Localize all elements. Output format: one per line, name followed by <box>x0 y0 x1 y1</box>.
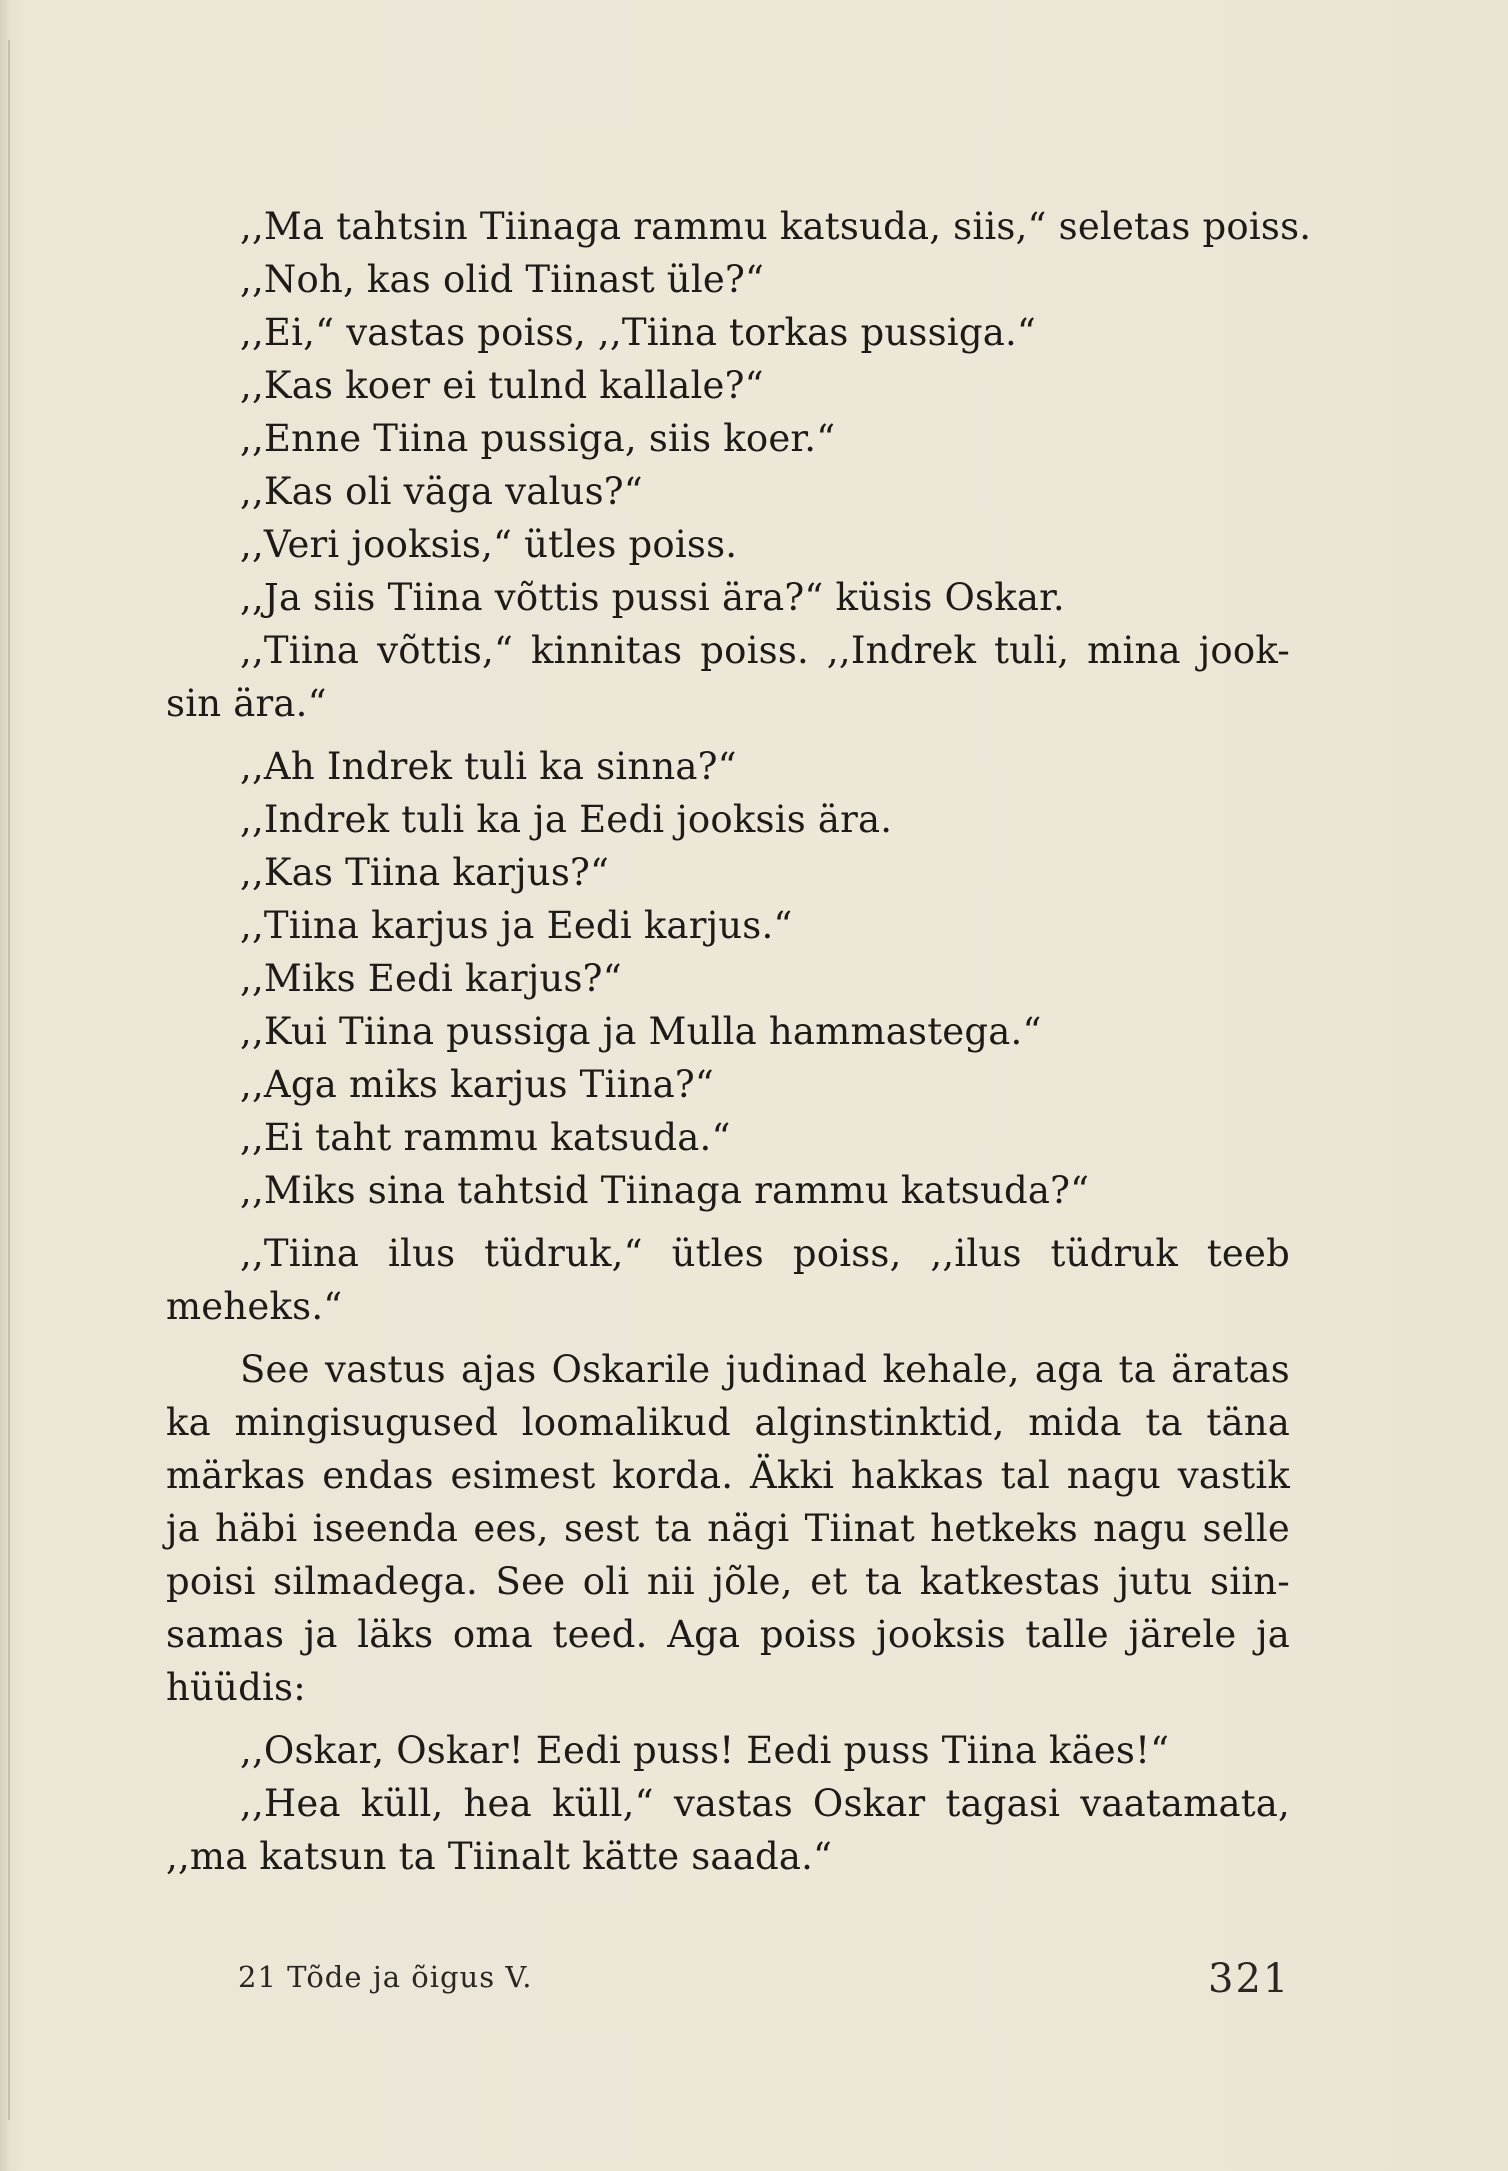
text-line: ,,Noh, kas olid Tiinast üle?“ <box>240 258 765 301</box>
text-line: hüüdis: <box>166 1666 306 1709</box>
text-line: sin ära.“ <box>166 682 327 725</box>
text-line: ,,Ah Indrek tuli ka sinna?“ <box>240 745 737 788</box>
text-line: ,,Ma tahtsin Tiinaga rammu katsuda, siis,“ seletas poiss. <box>240 205 1312 248</box>
text-line: See vastus ajas Oskarile judinad kehale, aga ta äratas <box>240 1348 1290 1391</box>
text-line: ,,Ja siis Tiina võttis pussi ära?“ küsis Oskar. <box>240 576 1065 619</box>
text-line: märkas endas esimest korda. Äkki hakkas tal nagu vastik <box>166 1454 1290 1497</box>
text-line: ,,Ei,“ vastas poiss, ,,Tiina torkas pussiga.“ <box>240 311 1037 354</box>
text-line: ,,Miks sina tahtsid Tiinaga rammu katsuda?“ <box>240 1169 1090 1212</box>
text-line: meheks.“ <box>166 1285 343 1328</box>
text-line: ,,Aga miks karjus Tiina?“ <box>240 1063 715 1106</box>
text-line: ,,Kas koer ei tulnd kallale?“ <box>240 364 764 407</box>
text-line: ,,Kui Tiina pussiga ja Mulla hammastega.“ <box>240 1010 1042 1053</box>
text-line: ,,ma katsun ta Tiinalt kätte saada.“ <box>166 1835 833 1878</box>
text-line: ,,Tiina ilus tüdruk,“ ütles poiss, ,,ilus tüdruk teeb <box>240 1232 1290 1275</box>
text-line: ,,Tiina võttis,“ kinnitas poiss. ,,Indrek tuli, mina jook- <box>240 629 1290 672</box>
text-line: ,,Ei taht rammu katsuda.“ <box>240 1116 731 1159</box>
text-line: ka mingisugused loomalikud alginstinktid, mida ta täna <box>166 1401 1290 1444</box>
text-line: ,,Tiina karjus ja Eedi karjus.“ <box>240 904 793 947</box>
text-line: ,,Kas oli väga valus?“ <box>240 470 643 513</box>
text-line: ,,Miks Eedi karjus?“ <box>240 957 622 1000</box>
text-line: ,,Enne Tiina pussiga, siis koer.“ <box>240 417 836 460</box>
text-line: ,,Veri jooksis,“ ütles poiss. <box>240 523 738 566</box>
text-line: ,,Oskar, Oskar! Eedi puss! Eedi puss Tiina käes!“ <box>240 1729 1170 1772</box>
page-spine-edge <box>8 40 10 2120</box>
text-line: ,,Indrek tuli ka ja Eedi jooksis ära. <box>240 798 893 841</box>
text-line: ,,Kas Tiina karjus?“ <box>240 851 610 894</box>
page-number: 321 <box>1208 1956 1291 2002</box>
text-line: ,,Hea küll, hea küll,“ vastas Oskar tagasi vaatamata, <box>240 1782 1290 1825</box>
printer-signature: 21 Tõde ja õigus V. <box>238 1960 533 1994</box>
body-text <box>166 200 1312 1883</box>
text-line: samas ja läks oma teed. Aga poiss jooksis talle järele ja <box>166 1613 1290 1656</box>
text-line: ja häbi iseenda ees, sest ta nägi Tiinat hetkeks nagu selle <box>166 1507 1290 1550</box>
text-line: poisi silmadega. See oli nii jõle, et ta katkestas jutu siin- <box>166 1560 1290 1603</box>
